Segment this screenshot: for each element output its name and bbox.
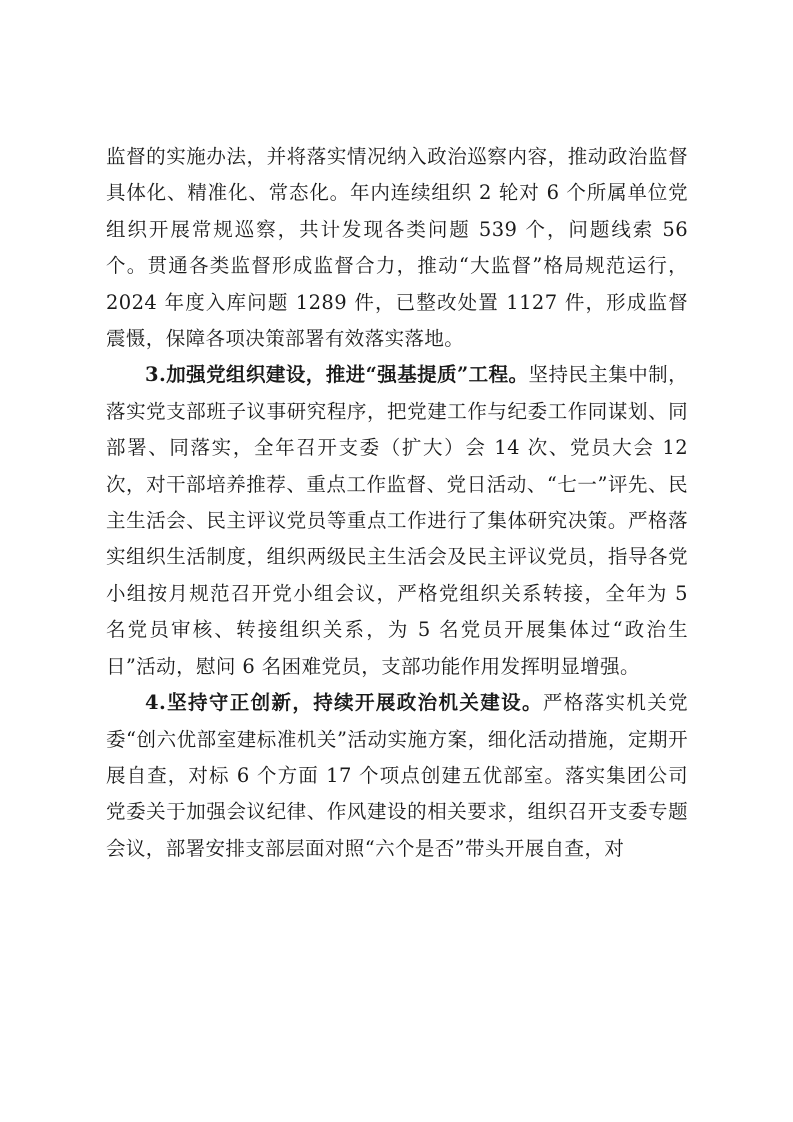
paragraph-party-organization bbox=[106, 357, 688, 685]
paragraph-text: 坚持民主集中制，落实党支部班子议事研究程序，把党建工作与纪委工作同谋划、同部署、同落实，全年召开支委（扩大）会 14 次、党员大会 12 次，对干部培养推荐、重点工作监督、党日活动、“七一”评先、民主生活会、民主评议党员等重点工作进行了集体研究决策。严格落实组织生活制度，组织两级民主生活会及民主评议党员，指导各党小组按月规范召开党小组会议，严格党组织关系转接，全年为 5 名党员审核、转接组织关系，为 5 名党员开展集体过“政治生日”活动，慰问 6 名困难党员，支部功能作用发挥明显增强。 bbox=[106, 363, 688, 678]
paragraph-heading: 3.加强党组织建设，推进“强基提质”工程。 bbox=[145, 363, 529, 387]
paragraph-supervision bbox=[106, 139, 688, 357]
paragraph-political-organ bbox=[106, 685, 688, 867]
paragraph-text: 监督的实施办法，并将落实情况纳入政治巡察内容，推动政治监督具体化、精准化、常态化。年内连续组织 2 轮对 6 个所属单位党组织开展常规巡察，共计发现各类问题 539 个，问题线索 56 个。贯通各类监督形成监督合力，推动“大监督”格局规范运行，2024 年度入库问题 1289 件，已整改处置 1127 件，形成监督震慑，保障各项决策部署有效落实落地。 bbox=[106, 145, 688, 351]
document-body bbox=[106, 139, 688, 867]
paragraph-heading: 4.坚持守正创新，持续开展政治机关建设。 bbox=[145, 691, 543, 715]
paragraph-text: 严格落实机关党委“创六优部室建标准机关”活动实施方案，细化活动措施，定期开展自查，对标 6 个方面 17 个项点创建五优部室。落实集团公司党委关于加强会议纪律、作风建设的相关要求，组织召开支委专题会议，部署安排支部层面对照“六个是否”带头开展自查，对 bbox=[106, 691, 688, 860]
